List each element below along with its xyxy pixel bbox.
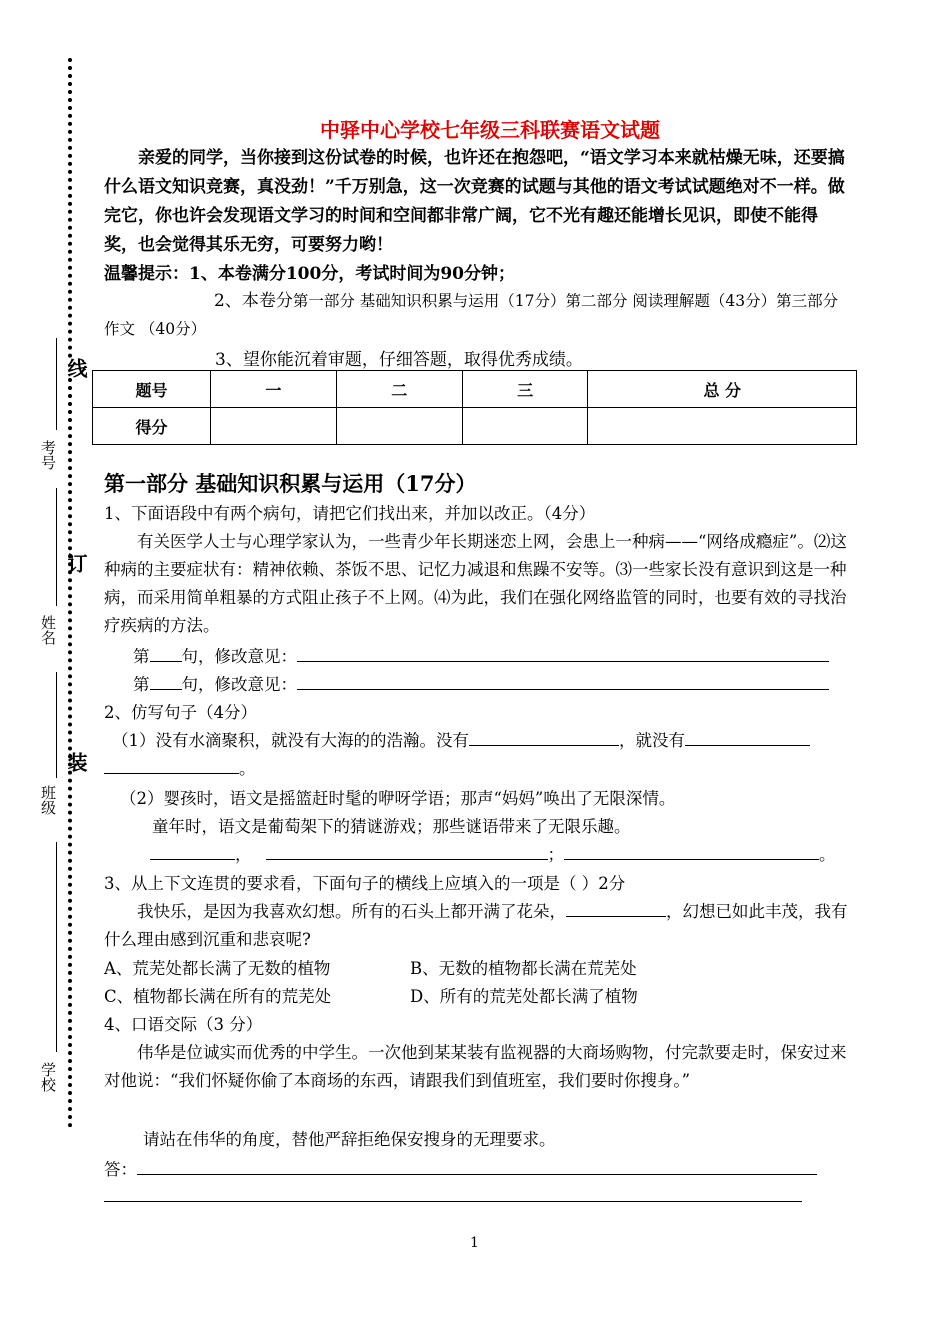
q4-prompt: 4、口语交际（3 分）	[104, 1015, 263, 1034]
tip-3: 3、望你能沉着审题，仔细答题，取得优秀成绩。	[215, 350, 583, 370]
q2-1-line	[112, 727, 810, 751]
score-table	[92, 370, 857, 445]
q2-1-text-end: 。	[239, 759, 256, 778]
q1-row2-prefix: 第	[133, 675, 150, 694]
field-label-xuexiao: 学校	[39, 1062, 57, 1092]
q4-passage: 伟华是位诚实而优秀的中学生。一次他到某某装有监视器的大商场购物，付完款要走时，保安过来对他说：“我们怀疑你偷了本商场的东西，请跟我们到值班室，我们要时你搜身。”	[104, 1043, 847, 1090]
field-line-banji[interactable]	[56, 672, 57, 778]
q1-prompt: 1、下面语段中有两个病句，请把它们找出来，并加以改正。（4分）	[104, 504, 596, 523]
tip-1: 1、本卷满分100分，考试时间为90分钟；	[189, 264, 515, 284]
q3-passage-a: 我快乐，是因为我喜欢幻想。所有的石头上都开满了花朵，	[137, 902, 566, 921]
q3-option-c[interactable]: C、植物都长满在所有的荒芜处	[104, 987, 332, 1006]
binding-char-ding: 订	[64, 553, 88, 573]
tip-2	[104, 287, 849, 343]
q1-sentence-no-1[interactable]	[150, 645, 182, 663]
q2-2-sep-2: ；	[547, 845, 564, 864]
field-label-kaohao: 考号	[39, 440, 57, 470]
q4-task: 请站在伟华的角度，替他严辞拒绝保安搜身的无理要求。	[143, 1130, 556, 1149]
q2-prompt: 2、仿写句子（4分）	[104, 703, 257, 722]
score-table-score-row	[93, 408, 857, 445]
q3-passage	[104, 898, 849, 954]
score-header-tihao: 题号	[93, 371, 211, 408]
q2-1-text-a: （1）没有水滴聚积，就没有大海的的浩瀚。没有	[112, 731, 469, 750]
score-cell-2[interactable]	[336, 408, 462, 445]
field-label-xingming: 姓名	[39, 615, 57, 645]
binding-char-zhuang: 装	[64, 752, 88, 772]
q4-answer-row	[104, 1156, 817, 1180]
q2-2-line-2: 童年时，语文是葡萄架下的猜谜游戏；那些谜语带来了无限乐趣。	[152, 817, 631, 836]
q1-row2-label: 句，修改意见：	[181, 675, 297, 694]
q2-2-end: 。	[819, 845, 836, 864]
score-header-3: 三	[462, 371, 588, 408]
q1-row1-prefix: 第	[133, 647, 150, 666]
score-cell-1[interactable]	[211, 408, 337, 445]
field-line-xuexiao[interactable]	[56, 842, 57, 1052]
page-number: 1	[470, 1235, 479, 1251]
tip-2-body: 第一部分 基础知识积累与运用（17分）第二部分 阅读理解题（43分）第三部分 作文 （40分）	[104, 292, 839, 338]
q1-sentence-no-2[interactable]	[150, 673, 182, 691]
q2-2-sep-1: ，	[235, 845, 252, 864]
score-row-label: 得分	[93, 408, 211, 445]
q3-option-d[interactable]: D、所有的荒芜处都长满了植物	[410, 987, 638, 1006]
q1-passage: 有关医学人士与心理学家认为，一些青少年长期迷恋上网，会患上一种病——“网络成瘾症”。⑵这种病的主要症状有：精神依赖、茶饭不思、记忆力减退和焦躁不安等。⑶一些家长没有意识到这是一种病，而采用简单粗暴的方式阻止孩子不上网。⑷为此，我们在强化网络监管的同时，也要有效的寻找治疗疾病的方法。	[104, 532, 847, 635]
intro-paragraph: 亲爱的同学，当你接到这份试卷的时候，也许还在抱怨吧，“语文学习本来就枯燥无味，还要搞什么语文知识竞赛，真没劲！”千万别急，这一次竞赛的试题与其他的语文考试试题绝对不一样。做完它，你也许会发现语文学习的时间和空间都非常广阔，它不光有趣还能增长见识，即使不能得奖，也会觉得其乐无穷，可要努力哟！	[104, 148, 845, 255]
tip-2-lead: 2、本卷分	[214, 291, 293, 311]
score-header-total: 总 分	[588, 371, 857, 408]
q2-1-line-2	[104, 755, 256, 779]
q2-2-line-1: （2）婴孩时，语文是摇篮赶时髦的咿呀学语；那声“妈妈”唤出了无限深情。	[120, 789, 676, 808]
score-cell-total[interactable]	[588, 408, 857, 445]
field-line-xingming[interactable]	[56, 488, 57, 606]
q3-option-a[interactable]: A、荒芜处都长满了无数的植物	[104, 959, 331, 978]
q2-1-blank-2[interactable]	[685, 729, 810, 747]
q3-option-b[interactable]: B、无数的植物都长满在荒芜处	[410, 959, 637, 978]
score-cell-3[interactable]	[462, 408, 588, 445]
field-label-banji: 班级	[39, 785, 57, 815]
binding-dots-top	[68, 58, 72, 358]
q1-fix-input-1[interactable]	[297, 645, 829, 663]
field-line-kaohao[interactable]	[56, 338, 57, 430]
q1-answer-row-1	[133, 643, 829, 667]
q3-blank[interactable]	[566, 900, 666, 918]
q1-answer-row-2	[133, 671, 829, 695]
score-header-2: 二	[336, 371, 462, 408]
q2-1-text-b: ，就没有	[619, 731, 685, 750]
q2-2-answer-row	[150, 841, 836, 865]
q2-2-blank-3[interactable]	[564, 843, 819, 861]
q4-answer-label: 答：	[104, 1160, 137, 1179]
binding-char-xian: 线	[64, 358, 88, 378]
page-title: 中驿中心学校七年级三科联赛语文试题	[320, 118, 660, 142]
q2-1-blank-1[interactable]	[469, 729, 619, 747]
q3-prompt: 3、从上下文连贯的要求看，下面句子的横线上应填入的一项是（ ）2分	[104, 874, 626, 893]
q2-2-blank-1[interactable]	[150, 843, 235, 861]
q4-answer-line-1[interactable]	[137, 1158, 817, 1176]
tips-label: 温馨提示：	[104, 264, 189, 284]
score-header-1: 一	[211, 371, 337, 408]
q2-1-blank-3[interactable]	[104, 757, 239, 775]
score-table-header-row	[93, 371, 857, 408]
part1-heading: 第一部分 基础知识积累与运用（17分）	[104, 471, 477, 496]
tips-line-1	[104, 259, 515, 284]
q2-2-blank-2[interactable]	[266, 843, 548, 861]
q1-row1-label: 句，修改意见：	[181, 647, 297, 666]
q4-answer-line-2[interactable]	[104, 1201, 802, 1202]
q1-fix-input-2[interactable]	[297, 673, 829, 691]
q3-passage-b: ，幻想已如此丰茂，我有什么理由感到沉重和悲哀呢?	[104, 902, 848, 949]
